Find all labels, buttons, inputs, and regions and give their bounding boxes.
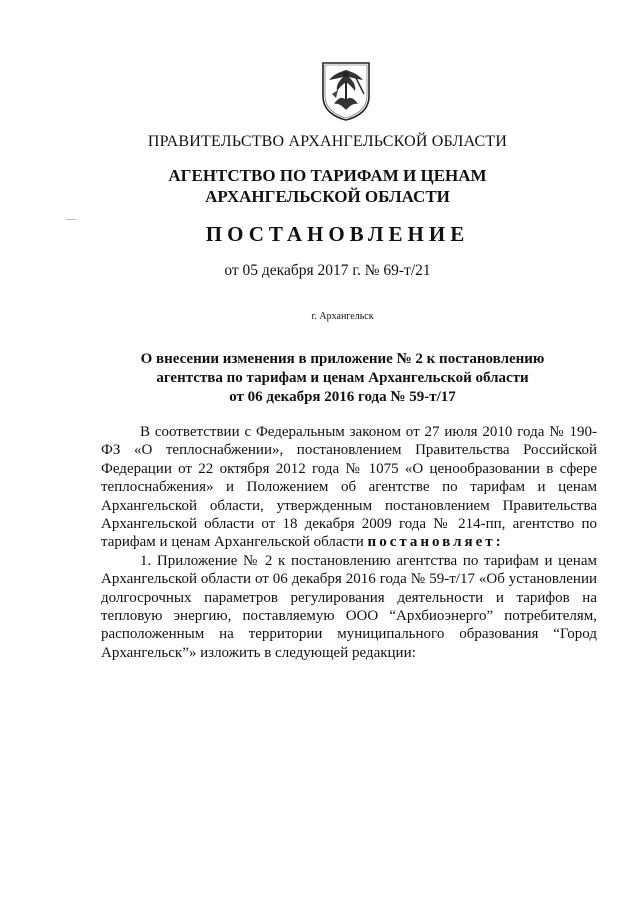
- resolves-colon: :: [495, 534, 501, 551]
- subject-line1: О внесении изменения в приложение № 2 к постановлению: [140, 351, 545, 367]
- document-date-number: от 05 декабря 2017 г. № 69-т/21: [224, 262, 431, 279]
- agency-name-line1: АГЕНТСТВО ПО ТАРИФАМ И ЦЕНАМ: [168, 166, 487, 185]
- body-paragraph-preamble: [101, 423, 597, 552]
- agency-name: [60, 165, 595, 207]
- body-paragraph-item-1: 1. Приложение № 2 к постановлению агентства по тарифам и ценам Архангельской области от 06 декабря 2016 года № 59-т/17 «Об установлении долгосрочных параметров регулирования деятельности и тарифов на тепловую энергию, поставляемую ООО “Архбиоэнерго” потребителям, расположенным на территории муниципального образования “Город Архангельск”» изложить в следующей редакции:: [101, 552, 597, 661]
- margin-mark: [66, 219, 76, 220]
- preamble-text: В соответствии с Федеральным законом от 27 июля 2010 года № 190-ФЗ «О теплоснабжении», постановлением Правительства Российской Федерации от 22 октября 2012 года № 1075 «О ценообразовании в сфере теплоснабжения» и Положением об агентстве по тарифам и ценам Архангельской области, утвержденным постановлением Правительства Архангельской области от 18 декабря 2009 года № 214-пп, агентство по тарифам и ценам Архангельской области: [101, 424, 597, 551]
- document-type-title: ПОСТАНОВЛЕНИЕ: [205, 222, 470, 246]
- subject-line2: агентства по тарифам и ценам Архангельской области: [156, 370, 529, 386]
- document-subject: [75, 350, 610, 407]
- resolves-word: постановляет: [367, 534, 496, 551]
- document-body: [101, 423, 597, 662]
- coat-of-arms-emblem: [320, 60, 372, 122]
- subject-line3: от 06 декабря 2016 года № 59-т/17: [229, 389, 456, 405]
- document-city: г. Архангельск: [311, 311, 374, 322]
- government-name: ПРАВИТЕЛЬСТВО АРХАНГЕЛЬСКОЙ ОБЛАСТИ: [147, 133, 508, 150]
- agency-name-line2: АРХАНГЕЛЬСКОЙ ОБЛАСТИ: [205, 187, 450, 206]
